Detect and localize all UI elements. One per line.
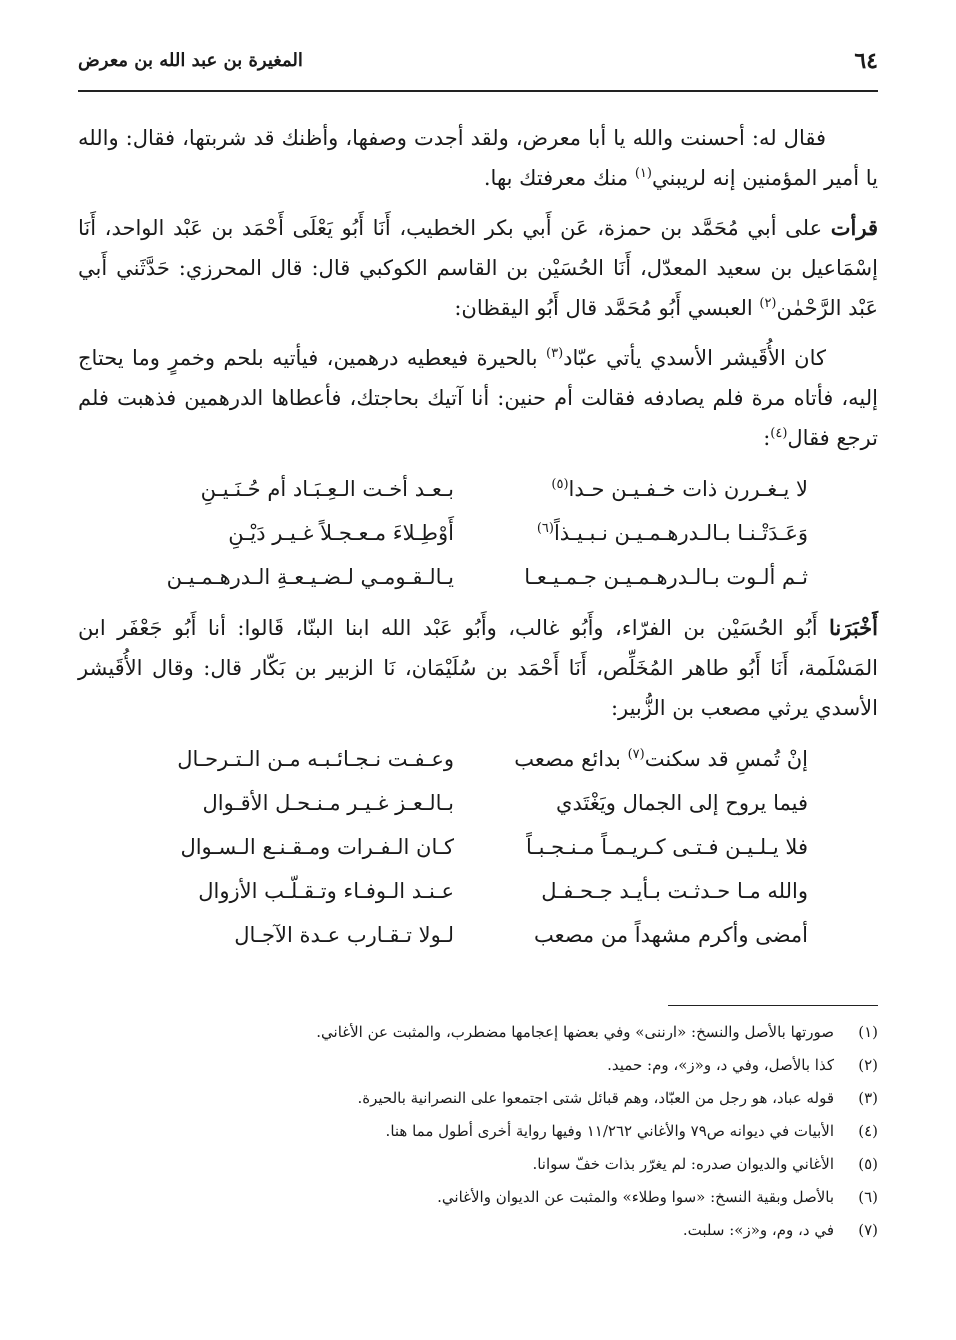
verse-second-hemistich: بـالـعـز غـيـر مـنـحـل الأقـوال xyxy=(202,791,454,815)
verse-line xyxy=(78,826,878,868)
footnote-number: (١) xyxy=(858,1023,878,1041)
verse-first-hemistich: وَعَـدَتْـنـا بـالـدرهـمـيـن نـبـيـذاً$^{(٦)}$ xyxy=(536,521,808,545)
verse-first-hemistich: والله مـا حـدثـت بـأيـد جـحـفـل xyxy=(541,879,808,903)
verse-first-hemistich: فيما يروح إلى الجمال ويَغْتَدي xyxy=(556,791,808,815)
footnote-number: (٥) xyxy=(858,1155,878,1173)
footnote xyxy=(78,1082,878,1115)
lead-word: أَخْبَرَنا xyxy=(829,615,878,640)
footnote-text: الأبيات في ديوانه ص٧٩ والأغاني ١١/٢٦٢ وفيها رواية أخرى أطول مما هنا. xyxy=(385,1122,834,1140)
footnote-text: في د، وم، و«ز»: سلبت. xyxy=(682,1221,834,1239)
footnote-text: صورتها بالأصل والنسخ: «ارننى» وفي بعضها إعجامها مضطرب، والمثبت عن الأغاني. xyxy=(316,1023,834,1041)
footnote-number: (٧) xyxy=(858,1221,878,1239)
footnote-ref: (٢) xyxy=(759,296,777,311)
verse-line xyxy=(78,914,878,956)
poem-1 xyxy=(78,468,878,598)
footnote-ref: (٤) xyxy=(770,426,788,441)
footnote-text: قوله عباد، هو رجل من العبّاد، وهم قبائل شتى اجتمعوا على النصرانية بالحيرة. xyxy=(357,1089,834,1107)
main-text xyxy=(78,118,878,966)
footnote-number: (٤) xyxy=(858,1122,878,1140)
verse-first-hemistich: إنْ تُمسِ قد سكنت$^{(٧)}$ بدائع مصعب xyxy=(514,747,808,771)
page-header xyxy=(78,44,878,92)
poem-2 xyxy=(78,738,878,956)
verse-second-hemistich: بـعـد أخـت الـعِـبَـاد أم حُـنَـيـنِ xyxy=(200,477,454,501)
footnote-number: (٣) xyxy=(858,1089,878,1107)
verse-second-hemistich: كـان الـفـرات ومـقـنـع الـسـوال xyxy=(180,835,454,859)
footnote xyxy=(78,1115,878,1148)
verse-line xyxy=(78,782,878,824)
paragraph-text: كان الأُقَيشر الأسدي يأتي عبّاد xyxy=(563,346,826,370)
verse-line xyxy=(78,512,878,554)
paragraph-1 xyxy=(78,118,878,198)
paragraph-3 xyxy=(78,338,878,458)
running-title: المغيرة بن عبد الله بن معرض xyxy=(78,50,303,71)
verse-first-hemistich: ثـم ألـوت بـالـدرهـمـيـن جـمـيـعـا xyxy=(524,565,808,589)
footnote-number: (٢) xyxy=(858,1056,878,1074)
paragraph-text: منك معرفتك بها. xyxy=(483,166,635,190)
lead-word: قرأت xyxy=(830,215,878,240)
footnote xyxy=(78,1181,878,1214)
footnote-number: (٦) xyxy=(858,1188,878,1206)
footnote-text: الأغاني والديوان صدره: لم يغرّر بذات خفّ سوانا. xyxy=(532,1155,834,1173)
paragraph-text: : xyxy=(763,426,771,450)
paragraph-2 xyxy=(78,208,878,328)
verse-first-hemistich: لا يـغـررن ذات خـفـيـن حـدا$^{(٥)}$ xyxy=(551,477,808,501)
footnote xyxy=(78,1214,878,1247)
verse-line xyxy=(78,738,878,780)
paragraph-4 xyxy=(78,608,878,728)
verse-second-hemistich: وعـفـت نـجـائـبـه مـن الـتـرحـال xyxy=(177,747,454,771)
paragraph-text: أَبُو الحُسَيْن بن الفرّاء، وأَبُو غالب، وأَبُو عَبْد الله ابنا البنّا، قَالوا: أنا أَبُو جَعْفَر ابن المَسْلَمة، أَنَا أَبُو طاهر المُخَلِّص، أَنَا أَحْمَد بن سُلَيْمَان، نَا الزبير بن بَكّار قال: وقال الأُقَيشر الأسدي يرثي مصعب بن الزُّبير: xyxy=(78,616,878,720)
footnote-divider xyxy=(668,1005,878,1006)
verse-line xyxy=(78,468,878,510)
footnote-text: كذا بالأصل، وفي د، و«ز»، وم: حميد. xyxy=(607,1056,834,1074)
verse-second-hemistich: عـنـد الـوفـاء وتـقـلّـب الأزوال xyxy=(198,879,454,903)
verse-second-hemistich: أَوْطِـلاءَ مـعـجـلاً غـيـر دَيْـنِ xyxy=(228,521,454,545)
verse-line xyxy=(78,556,878,598)
paragraph-text: فقال له: أحسنت والله يا أبا معرض، ولقد أجدت وصفها، وأظنك قد شربتها، فقال: والله يا أمير المؤمنين إنه لريبني xyxy=(78,126,878,190)
footnote-ref: (٣) xyxy=(546,346,564,361)
footnotes xyxy=(78,1016,878,1247)
paragraph-text: بالحيرة فيعطيه درهمين، فيأتيه بلحم وخمرٍ وما يحتاج إليه، فأتاه مرة فلم يصادفه فقالت أم حنين: أنا آتيك بحاجتك، فأعطاها الدرهمين فذهبت فلم ترجع فقال xyxy=(78,346,878,450)
page-number: ٦٤ xyxy=(854,48,878,74)
verse-first-hemistich: أمضى وأكرم مشهداً من مصعب xyxy=(533,923,808,947)
paragraph-text: العبسي أَبُو مُحَمَّد قال أَبُو اليقظان: xyxy=(454,296,760,320)
verse-first-hemistich: فلا يـلـيـن فـتـى كـريـمـاً مـنـجـبـاً xyxy=(526,835,808,859)
footnote-ref: (١) xyxy=(634,166,652,181)
footnote xyxy=(78,1016,878,1049)
verse-second-hemistich: يـالـقـومـي لـضـيـعـةِ الـدرهـمـيـن xyxy=(166,565,454,589)
verse-line xyxy=(78,870,878,912)
footnote-text: بالأصل وبقية النسخ: «سوا وطلاء» والمثبت عن الديوان والأغاني. xyxy=(437,1188,834,1206)
footnote xyxy=(78,1148,878,1181)
paragraph-text: على أبي مُحَمَّد بن حمزة، عَن أَبي بكر الخطيب، أَنَا أَبُو يَعْلَى أَحْمَد بن عَبْد الواحد، أَنَا إسْمَاعيل بن سعيد المعدّل، أَنَا الحُسَيْن بن القاسم الكوكبي قال: قال المحرزي: حَدَّثَني أَبي عَبْد الرَّحْمٰن xyxy=(78,216,878,320)
footnote xyxy=(78,1049,878,1082)
verse-second-hemistich: لـولا تـقـارب عـدة الآجـال xyxy=(234,923,454,947)
